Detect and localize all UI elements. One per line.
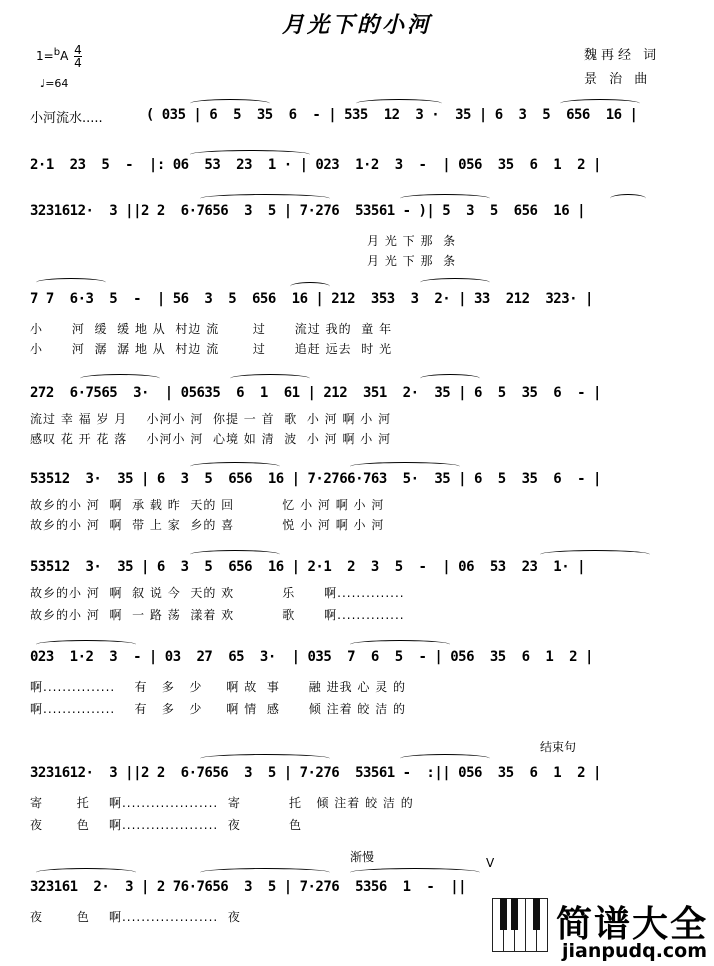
notes-row-9: 3231612· 3 ||2 2 6·7656 3 5 | 7·276 53561 - :|| 056 35 6 1 2 |: [30, 765, 601, 781]
site-logo: [492, 892, 714, 966]
slur: [356, 99, 442, 108]
time-numerator: 4: [74, 43, 82, 57]
slur: [400, 194, 490, 203]
notes-row-6: 53512 3· 35 | 6 3 5 656 16 | 7·2766·763 5· 35 | 6 5 35 6 - |: [30, 471, 601, 487]
logo-url: jianpudq.com: [562, 940, 708, 962]
lyric-verse-1: 故乡的小 河 啊 承 载 昨 天的 回 忆 小 河 啊 小 河: [30, 498, 385, 512]
piano-keys-icon: [492, 898, 550, 952]
lyric-verse-1: 月 光 下 那 条: [30, 234, 457, 248]
slur: [420, 278, 490, 287]
tempo-mark: ♩=64: [40, 77, 69, 90]
lyric-verse-1: 故乡的小 河 啊 叙 说 今 天的 欢 乐 啊..............: [30, 586, 405, 600]
lyric-verse-1: 流过 幸 福 岁 月 小河小 河 你提 一 首 歌 小 河 啊 小 河: [30, 412, 392, 426]
slur: [400, 754, 490, 763]
lyric-verse-2: 故乡的小 河 啊 带 上 家 乡的 喜 悦 小 河 啊 小 河: [30, 518, 385, 532]
composer-credit: 景 治 曲: [584, 72, 652, 87]
lyric-verse-2: 夜 色 啊.................... 夜 色: [30, 818, 303, 832]
lyric-verse-1: 寄 托 啊.................... 寄 托 倾 注着 皎 洁 的: [30, 796, 414, 810]
slur: [190, 99, 270, 108]
lyricist-credit: 魏再经 词: [584, 48, 661, 63]
notes-row-4: 7 7 6·3 5 - | 56 3 5 656 16 | 212 353 3 2· | 33 212 323· |: [30, 291, 593, 307]
slur: [200, 194, 330, 203]
lyric-verse-2: 小 河 潺 潺 地 从 村边 流 过 追赶 远去 时 光: [30, 342, 393, 356]
notes-row-8: 023 1·2 3 - | 03 27 65 3· | 035 7 6 5 - | 056 35 6 1 2 |: [30, 649, 593, 665]
lyric-verse-2: 故乡的小 河 啊 一 路 荡 漾着 欢 歌 啊..............: [30, 608, 405, 622]
slur: [290, 282, 330, 291]
notes-row-3: 3231612· 3 ||2 2 6·7656 3 5 | 7·276 53561 - )| 5 3 5 656 16 |: [30, 203, 586, 219]
key-signature: [36, 44, 82, 69]
key-tonic: 1=: [36, 49, 54, 63]
slur: [200, 754, 330, 763]
slur: [610, 194, 646, 203]
notes-row-7: 53512 3· 35 | 6 3 5 656 16 | 2·1 2 3 5 - | 06 53 23 1· |: [30, 559, 586, 575]
slur: [36, 640, 136, 649]
key-note: A: [60, 49, 69, 63]
slur: [540, 550, 650, 559]
time-denominator: 4: [74, 56, 82, 70]
lyric-verse-2: 月 光 下 那 条: [30, 254, 457, 268]
breath-mark: V: [486, 856, 495, 870]
slur: [350, 868, 480, 877]
lyric-verse-2: 啊............... 有 多 少 啊 情 感 倾 注着 皎 洁 的: [30, 702, 407, 716]
slur: [560, 99, 640, 108]
slur: [36, 278, 106, 287]
slur: [420, 374, 480, 383]
time-signature: [74, 44, 82, 69]
flat-sign: b: [53, 47, 61, 58]
ending-marker: 结束句: [540, 740, 577, 754]
notes-row-5: 272 6·7565 3· | 05635 6 1 61 | 212 351 2· 35 | 6 5 35 6 - |: [30, 385, 601, 401]
song-title: 月光下的小河: [281, 12, 432, 38]
notes-row-2: 2·1 23 5 - |: 06 53 23 1 · | 023 1·2 3 - | 056 35 6 1 2 |: [30, 157, 601, 173]
ritardando-marker: 渐慢: [350, 850, 375, 864]
slur: [190, 550, 280, 559]
lyric-verse-2: 感叹 花 开 花 落 小河小 河 心境 如 清 波 小 河 啊 小 河: [30, 432, 392, 446]
lyric-verse-1: 啊............... 有 多 少 啊 故 事 融 进我 心 灵 的: [30, 680, 407, 694]
slur: [350, 462, 460, 471]
slur: [200, 868, 330, 877]
notes-row-1: ( 035 | 6 5 35 6 - | 535 12 3 · 35 | 6 3 5 656 16 |: [130, 107, 638, 123]
logo-text: 简谱大全: [556, 904, 709, 945]
slur: [190, 462, 280, 471]
slur: [80, 374, 160, 383]
intro-label: 小河流水.....: [30, 111, 103, 126]
lyric-verse-1: 夜 色 啊.................... 夜: [30, 910, 241, 924]
slur: [190, 150, 310, 159]
slur: [36, 868, 136, 877]
lyric-verse-1: 小 河 缓 缓 地 从 村边 流 过 流过 我的 童 年: [30, 322, 393, 336]
slur: [230, 374, 310, 383]
slur: [350, 640, 450, 649]
notes-row-10: 323161 2· 3 | 2 76·7656 3 5 | 7·276 5356 1 - ||: [30, 879, 467, 895]
